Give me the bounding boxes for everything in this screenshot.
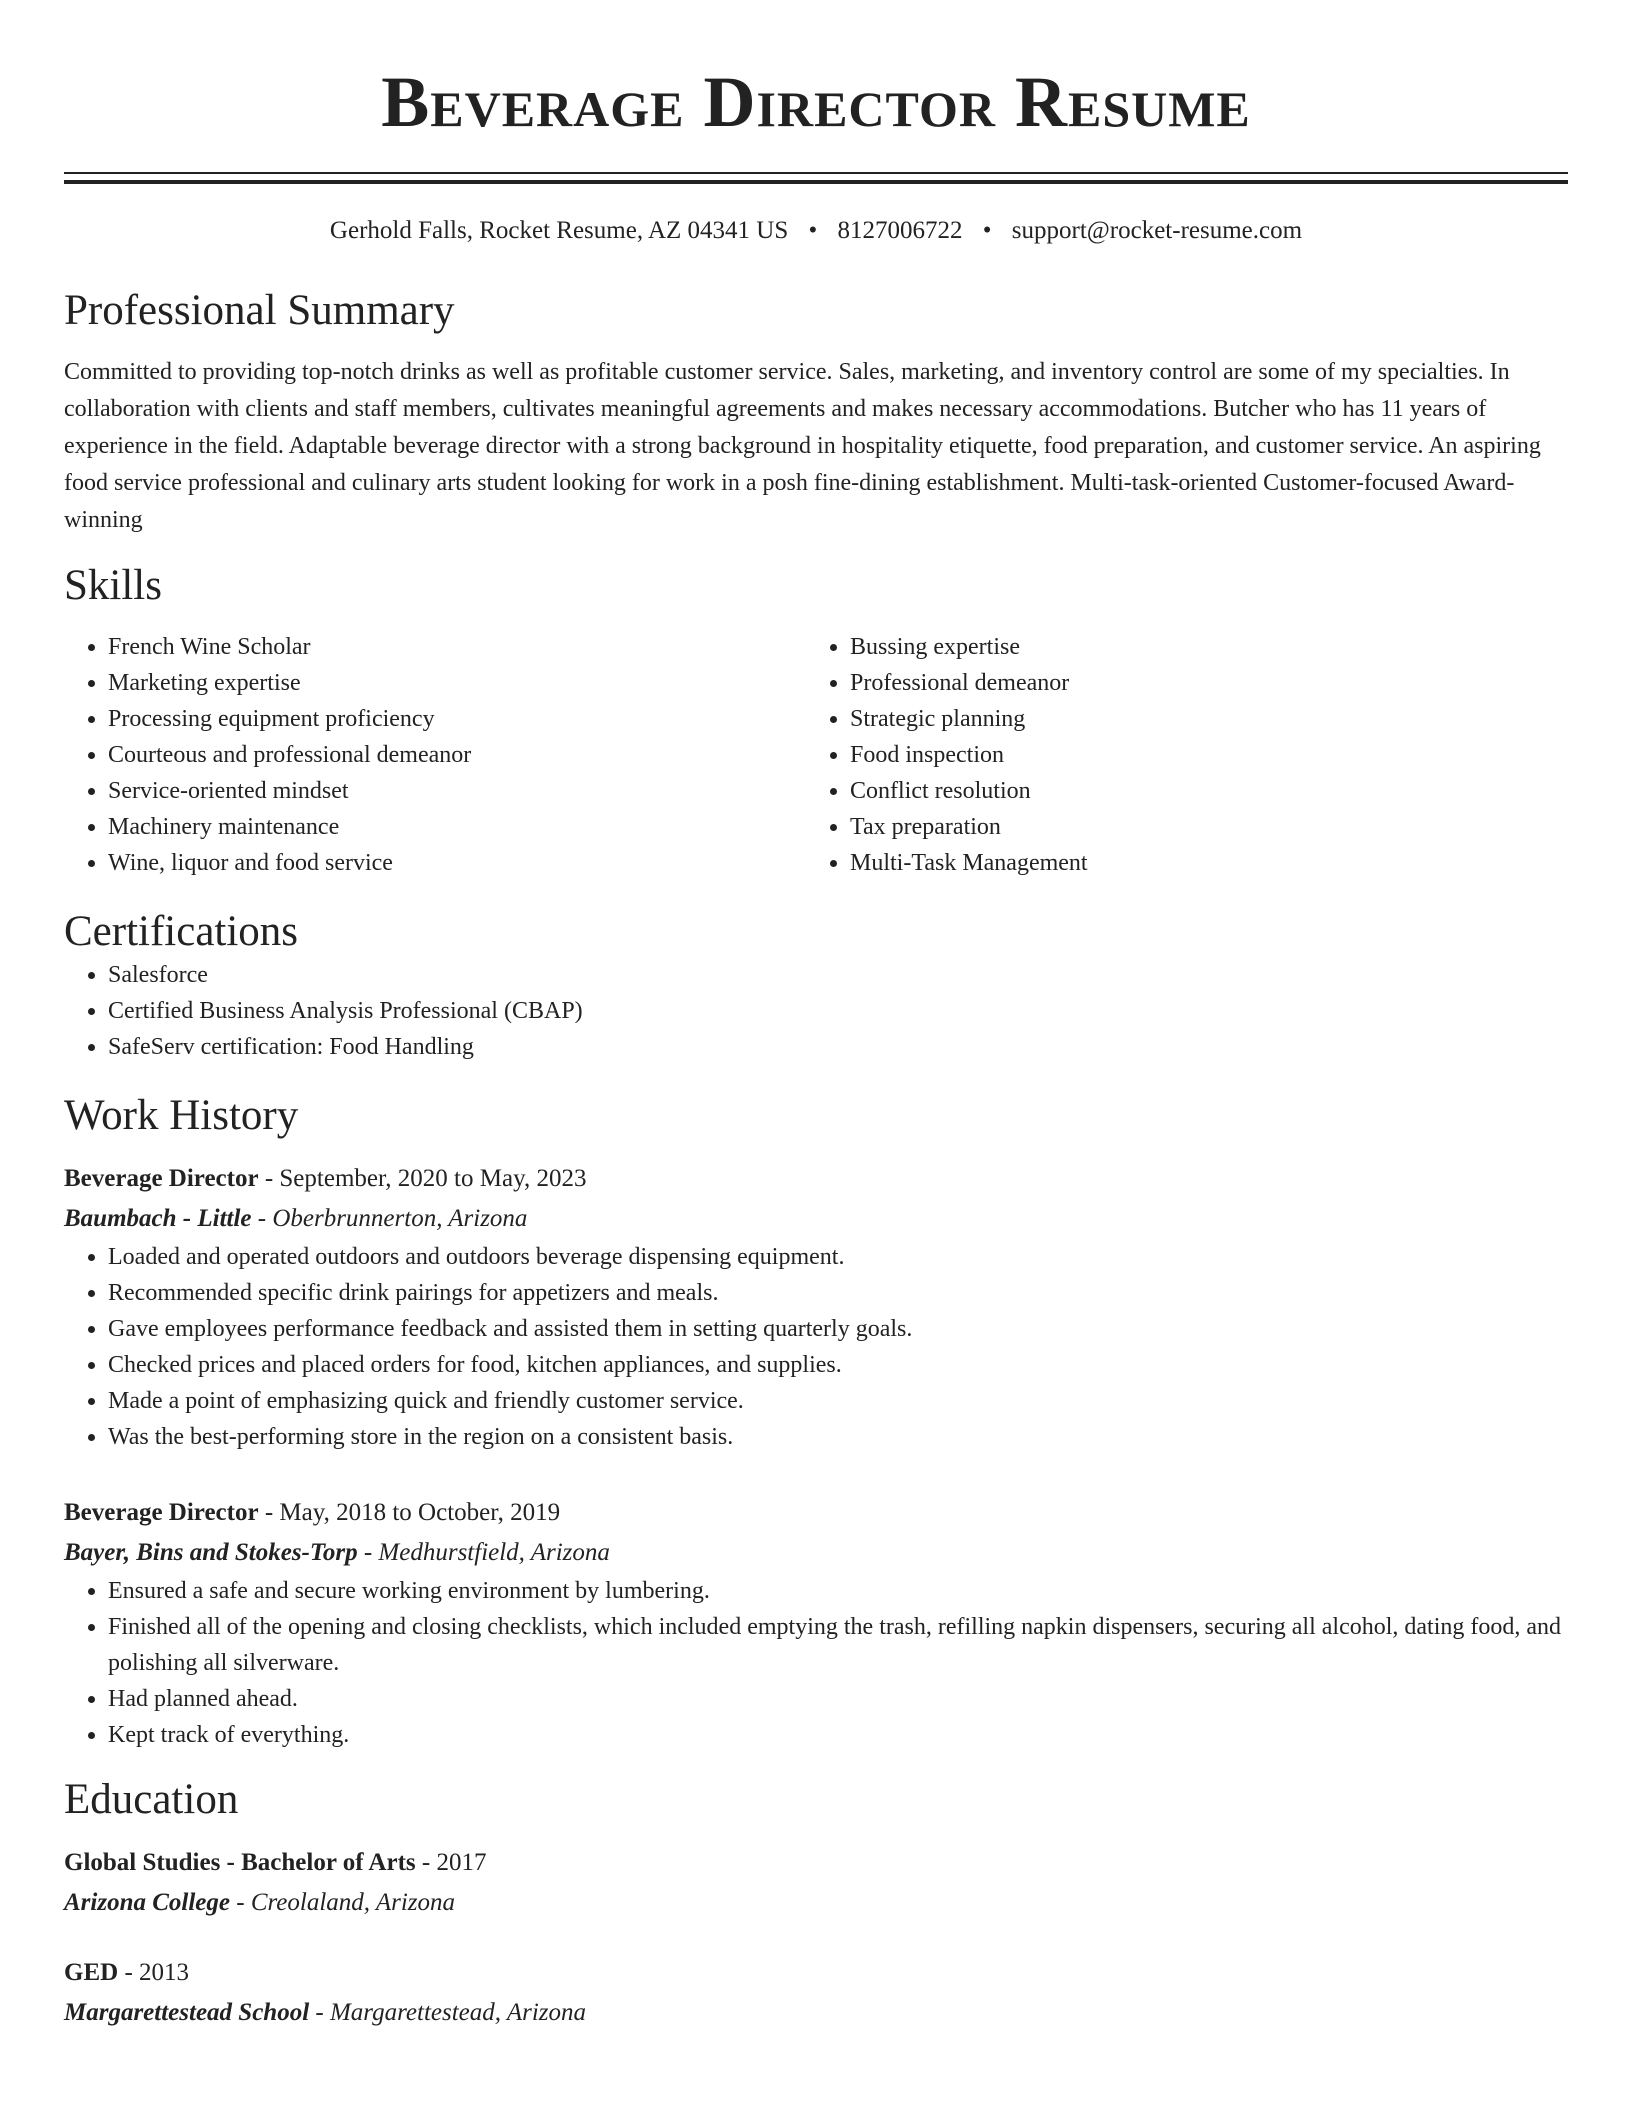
job-duty: • Recommended specific drink pairings for appetizers and meals. <box>108 1275 1568 1311</box>
job-duty: • Kept track of everything. <box>108 1717 1568 1753</box>
education-location: - Margarettestead, Arizona <box>309 1999 586 2026</box>
education-year: - 2013 <box>118 1959 190 1986</box>
skill-item: • Courteous and professional demeanor <box>108 737 806 773</box>
contact-email: support@rocket-resume.com <box>1011 217 1303 244</box>
certifications-list <box>64 957 1568 1065</box>
job-duty: • Made a point of emphasizing quick and friendly customer service. <box>108 1383 1568 1419</box>
education-degree-line <box>64 1843 1568 1883</box>
job-duty: • Checked prices and placed orders for food, kitchen appliances, and supplies. <box>108 1347 1568 1383</box>
skill-item: • Conflict resolution <box>850 773 1548 809</box>
job-company-line <box>64 1533 1568 1573</box>
skill-item: • Machinery maintenance <box>108 809 806 845</box>
summary-heading: Professional Summary <box>64 287 455 334</box>
skills-grid <box>64 629 1568 881</box>
skill-item: • Marketing expertise <box>108 665 806 701</box>
job-company-line <box>64 1199 1568 1239</box>
certification-item: • SafeServ certification: Food Handling <box>108 1029 1568 1065</box>
education-school: Margarettestead School <box>64 1999 310 2026</box>
job-title-line <box>64 1159 1568 1199</box>
contact-separator: • <box>982 217 992 244</box>
job-company: Baumbach - Little <box>64 1205 252 1232</box>
job-duty: • Finished all of the opening and closing checklists, which included emptying the trash, refilling napkin dispensers, securing all alcohol, dating food, and polishing all silverware. <box>108 1609 1568 1681</box>
skill-item: • Processing equipment proficiency <box>108 701 806 737</box>
skill-item: • Tax preparation <box>850 809 1548 845</box>
job-entry <box>64 1493 1568 1753</box>
job-entry <box>64 1159 1568 1455</box>
skills-heading: Skills <box>64 562 162 609</box>
skills-column-left <box>64 629 806 881</box>
job-duty: • Ensured a safe and secure working environment by lumbering. <box>108 1573 1568 1609</box>
job-role: Beverage Director <box>64 1165 259 1192</box>
contact-phone: 8127006722 <box>837 217 963 244</box>
skill-item: • Food inspection <box>850 737 1548 773</box>
education-entry <box>64 1953 1568 2033</box>
contact-address: Gerhold Falls, Rocket Resume, AZ 04341 US <box>329 217 789 244</box>
education-school-line <box>64 1883 1568 1923</box>
education-school-line <box>64 1993 1568 2033</box>
skills-list-left <box>64 629 806 881</box>
job-duty: • Gave employees performance feedback and assisted them in setting quarterly goals. <box>108 1311 1568 1347</box>
skills-column-right <box>806 629 1548 881</box>
title-divider <box>64 172 1568 184</box>
job-dates: - September, 2020 to May, 2023 <box>258 1165 587 1192</box>
skill-item: • Strategic planning <box>850 701 1548 737</box>
education-degree: Global Studies - Bachelor of Arts <box>64 1849 416 1876</box>
skill-item: • Wine, liquor and food service <box>108 845 806 881</box>
job-duties-list <box>64 1573 1568 1753</box>
certification-item: • Certified Business Analysis Professional (CBAP) <box>108 993 1568 1029</box>
education-heading: Education <box>64 1776 239 1823</box>
job-duties-list <box>64 1239 1568 1455</box>
education-degree-line <box>64 1953 1568 1993</box>
job-duty: • Was the best-performing store in the region on a consistent basis. <box>108 1419 1568 1455</box>
certifications-heading: Certifications <box>64 908 299 955</box>
work-history-heading: Work History <box>64 1092 299 1139</box>
skills-list-right <box>806 629 1548 881</box>
skill-item: • Professional demeanor <box>850 665 1548 701</box>
job-location: - Oberbrunnerton, Arizona <box>251 1205 528 1232</box>
education-school: Arizona College <box>64 1889 230 1916</box>
job-role: Beverage Director <box>64 1499 259 1526</box>
education-year: - 2017 <box>415 1849 487 1876</box>
certification-item: • Salesforce <box>108 957 1568 993</box>
contact-separator: • <box>808 217 818 244</box>
job-duty: • Loaded and operated outdoors and outdoors beverage dispensing equipment. <box>108 1239 1568 1275</box>
job-title-line <box>64 1493 1568 1533</box>
education-entry <box>64 1843 1568 1923</box>
job-location: - Medhurstfield, Arizona <box>357 1539 610 1566</box>
job-duty: • Had planned ahead. <box>108 1681 1568 1717</box>
summary-text: Committed to providing top-notch drinks as well as profitable customer service. Sales, marketing, and inventory control are some of my specialties. In collaboration with clients and staff members, cultivates meaningful agreements and makes necessary accommodations. Butcher who has 11 years of experience in the field. Adaptable beverage director with a strong background in hospitality etiquette, food preparation, and customer service. An aspiring food service professional and culinary arts student looking for work in a posh fine-dining establishment. Multi-task-oriented Customer-focused Award-winning <box>64 359 1541 533</box>
resume-title: Beverage Director Resume <box>381 62 1251 142</box>
education-location: - Creolaland, Arizona <box>230 1889 456 1916</box>
skill-item: • Service-oriented mindset <box>108 773 806 809</box>
job-company: Bayer, Bins and Stokes-Torp <box>64 1539 358 1566</box>
skill-item: • French Wine Scholar <box>108 629 806 665</box>
skill-item: • Multi-Task Management <box>850 845 1548 881</box>
job-dates: - May, 2018 to October, 2019 <box>258 1499 561 1526</box>
skill-item: • Bussing expertise <box>850 629 1548 665</box>
education-degree: GED <box>64 1959 119 1986</box>
contact-line <box>64 216 1568 246</box>
